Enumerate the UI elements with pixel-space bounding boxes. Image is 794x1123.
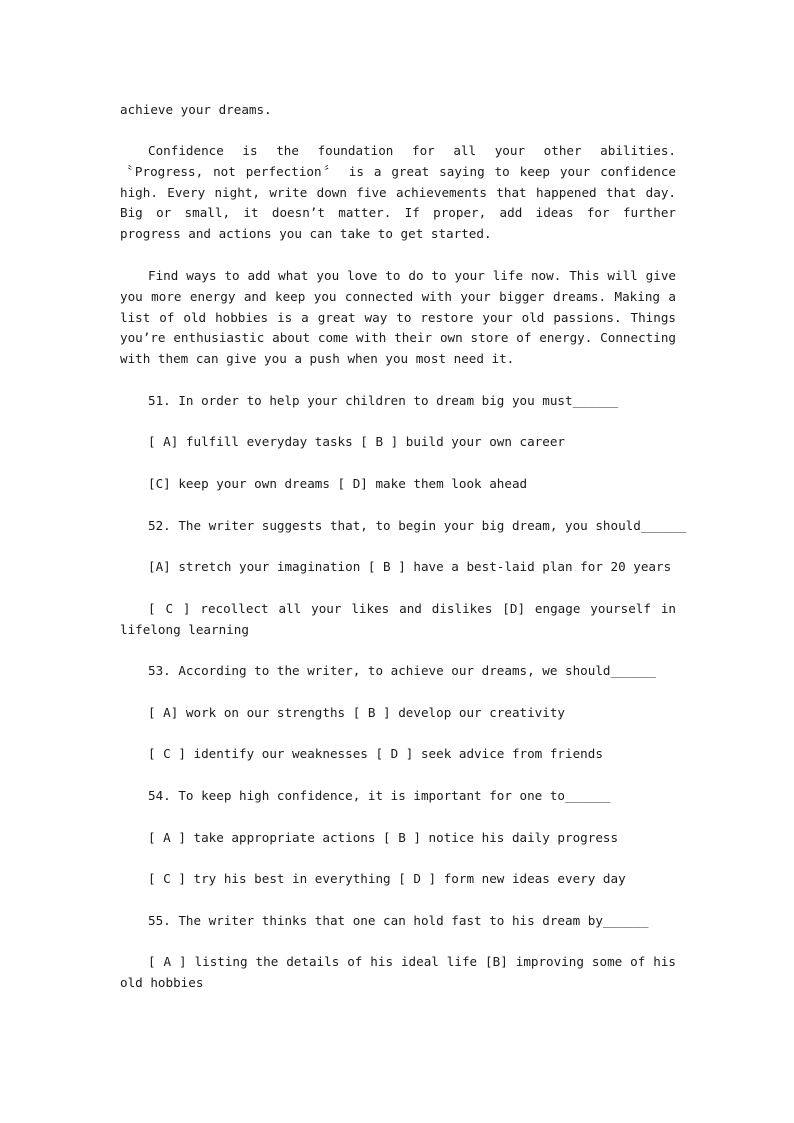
question-52-options-ab: [A] stretch your imagination [ B ] have a best-laid plan for 20 years (148, 559, 672, 574)
question-52-options-cd: [ C ] recollect all your likes and dislikes [D] engage yourself in lifelong learning (120, 601, 676, 637)
question-53-stem: 53. According to the writer, to achieve our dreams, we should______ (148, 663, 656, 678)
passage-fragment: achieve your dreams. (120, 102, 272, 117)
passage-paragraph-hobbies: Find ways to add what you love to do to your life now. This will give you more energy and keep you connected with your bigger dreams. Making a list of old hobbies is a great way to restore your old passions. Things you’re enthusiastic about come with their own store of energy. Connecting with them can give you a push when you most need it. (120, 268, 676, 367)
question-51-options-ab: [ A] fulfill everyday tasks [ B ] build your own career (148, 434, 566, 449)
question-51-options-cd: [C] keep your own dreams [ D] make them look ahead (148, 476, 528, 491)
question-51-stem: 51. In order to help your children to dream big you must______ (148, 393, 619, 408)
question-53-options-cd: [ C ] identify our weaknesses [ D ] seek advice from friends (148, 746, 603, 761)
question-54-options-ab: [ A ] take appropriate actions [ B ] notice his daily progress (148, 830, 619, 845)
question-55-options: [ A ] listing the details of his ideal life [B] improving some of his old hobbies (120, 954, 676, 990)
question-53-options-ab: [ A] work on our strengths [ B ] develop our creativity (148, 705, 566, 720)
question-55-stem: 55. The writer thinks that one can hold fast to his dream by______ (148, 913, 649, 928)
question-52-stem: 52. The writer suggests that, to begin your big dream, you should______ (148, 518, 687, 533)
question-54-stem: 54. To keep high confidence, it is important for one to______ (148, 788, 611, 803)
question-54-options-cd: [ C ] try his best in everything [ D ] form new ideas every day (148, 871, 626, 886)
passage-paragraph-confidence: Confidence is the foundation for all your other abilities. 〝Progress, not perfection〞 is a great saying to keep your confidence high. Every night, write down five achievements that happened that day. Big or small, it doesn’t matter. If proper, add ideas for further progress and actions you can take to get started. (120, 143, 676, 242)
